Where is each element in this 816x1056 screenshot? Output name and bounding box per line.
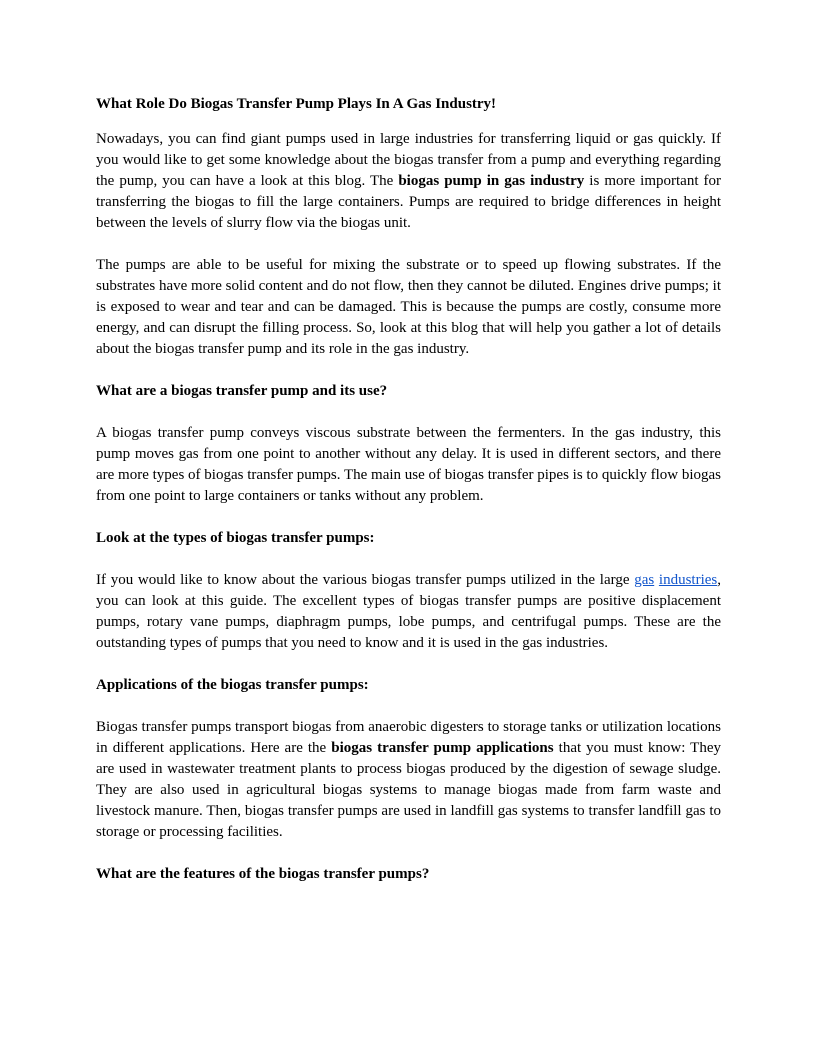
pump-types-text-start: If you would like to know about the various biogas transfer pumps utilized in the large [96,572,635,588]
intro-text-start: Nowadays, you can find giant pumps used in large industries for transferring liquid or gas quickly. If you would like to get some knowledge about the biogas transfer from a pump and everything regarding the pump, you can have a look at this blog. The [96,131,721,189]
heading-what-is-pump: What are a biogas transfer pump and its use? [96,383,388,399]
applications-paragraph [96,717,721,843]
pump-types-paragraph [96,570,721,654]
document-page [96,94,721,906]
gas-link[interactable]: gas [634,572,655,588]
pumps-mixing-paragraph: The pumps are able to be useful for mixing the substrate or to speed up flowing substrates. If the substrates have more solid content and do not flow, then they cannot be diluted. Engines drive pumps; it is exposed to wear and tear and can be damaged. This is because the pumps are costly, consume more energy, and can disrupt the filling process. So, look at this blog that will help you gather a lot of details about the biogas transfer pump and its role in the gas industry. [96,257,721,357]
heading-applications: Applications of the biogas transfer pumps: [96,677,369,693]
industries-link[interactable]: industries [658,572,718,588]
applications-text-start: Biogas transfer pumps transport biogas from anaerobic digesters to storage tanks or utilization locations in different applications. Here are the [96,719,721,756]
heading-pump-types: Look at the types of biogas transfer pumps: [96,530,375,546]
document-title: What Role Do Biogas Transfer Pump Plays In A Gas Industry! [96,96,497,112]
what-is-pump-paragraph: A biogas transfer pump conveys viscous substrate between the fermenters. In the gas industry, this pump moves gas from one point to another without any delay. It is used in different sectors, and there are more types of biogas transfer pumps. The main use of biogas transfer pipes is to quickly flow biogas from one point to large containers or tanks without any problem. [96,425,721,504]
applications-bold-phrase: biogas transfer pump applications [331,740,554,756]
intro-bold-phrase: biogas pump in gas industry [398,173,585,189]
heading-features: What are the features of the biogas transfer pumps? [96,866,430,882]
intro-paragraph [96,129,721,234]
pump-types-text-end: , you can look at this guide. The excellent types of biogas transfer pumps are positive displacement pumps, rotary vane pumps, diaphragm pumps, lobe pumps, and centrifugal pumps. These are the outstanding types of pumps that you need to know and it is used in the gas industries. [96,572,721,651]
applications-text-end: that you must know: They are used in wastewater treatment plants to process biogas produced by the digestion of sewage sludge. They are also used in agricultural biogas systems to manage biogas made from farm waste and livestock manure. Then, biogas transfer pumps are used in landfill gas systems to transfer landfill gas to storage or processing facilities. [96,740,722,840]
intro-text-end: is more important for transferring the biogas to fill the large containers. Pumps are required to bridge differences in height between the levels of slurry flow via the biogas unit. [96,173,721,231]
